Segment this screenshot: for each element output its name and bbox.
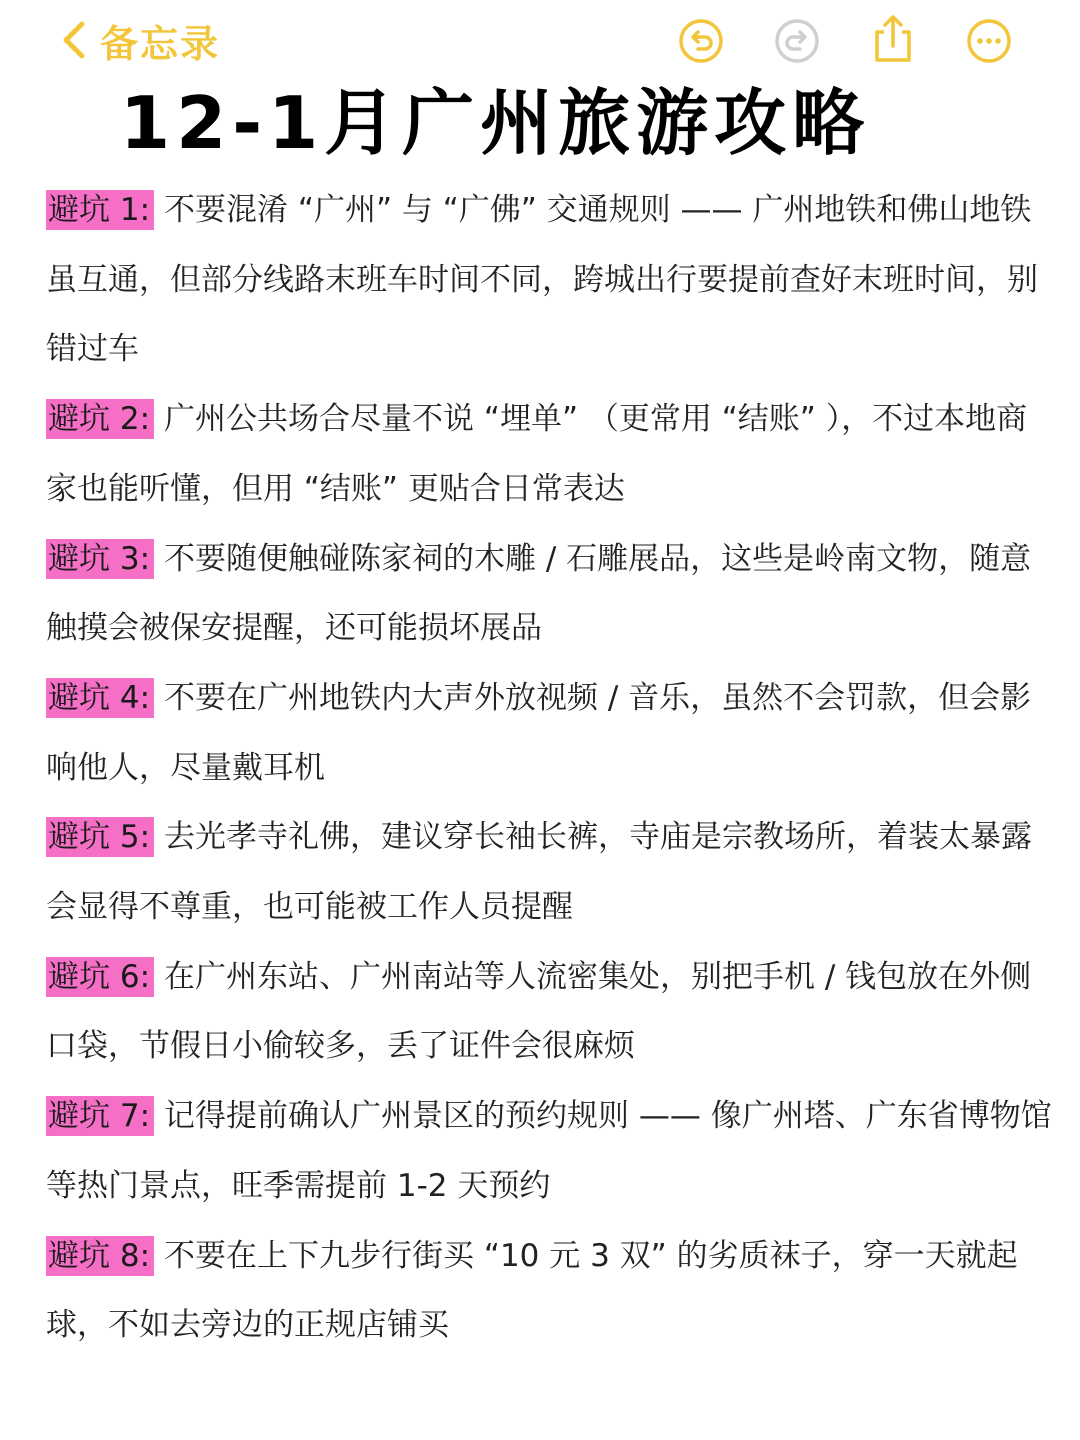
- tip-tag: 避坑 6:: [46, 957, 154, 997]
- tip-text: 去光孝寺礼佛，建议穿长袖长裤，寺庙是宗教场所，着装太暴露会显得不尊重，也可能被工作人员提醒: [46, 819, 1033, 926]
- tip-tag: 避坑 7:: [46, 1096, 154, 1136]
- more-icon[interactable]: [966, 18, 1012, 64]
- share-icon[interactable]: [870, 14, 916, 60]
- tip-item: [46, 803, 1052, 942]
- tip-tag: 避坑 5:: [46, 817, 154, 857]
- tip-text: 不要混淆 “广州” 与 “广佛” 交通规则 —— 广州地铁和佛山地铁虽互通，但部分线路末班车时间不同，跨城出行要提前查好末班时间，别错过车: [46, 192, 1038, 368]
- tip-item: [46, 525, 1052, 664]
- tip-item: [46, 1082, 1052, 1221]
- nav-bar: [0, 0, 1080, 84]
- tip-tag: 避坑 4:: [46, 678, 154, 718]
- tip-text: 在广州东站、广州南站等人流密集处，别把手机 / 钱包放在外侧口袋，节假日小偷较多，丢了证件会很麻烦: [46, 958, 1032, 1065]
- tip-tag: 避坑 8:: [46, 1236, 154, 1276]
- note-body[interactable]: [46, 176, 1052, 1361]
- tip-tag: 避坑 2:: [46, 399, 154, 439]
- tip-item: [46, 176, 1052, 385]
- tip-text: 不要在广州地铁内大声外放视频 / 音乐，虽然不会罚款，但会影响他人，尽量戴耳机: [46, 679, 1032, 786]
- tip-item: [46, 1222, 1052, 1361]
- back-button[interactable]: [62, 14, 220, 66]
- chevron-left-icon: [62, 20, 86, 60]
- tip-text: 广州公共场合尽量不说 “埋单” （更常用 “结账” ），不过本地商家也能听懂，但用 “结账” 更贴合日常表达: [46, 401, 1028, 507]
- tip-text: 记得提前确认广州景区的预约规则 —— 像广州塔、广东省博物馆等热门景点，旺季需提前 1-2 天预约: [46, 1098, 1052, 1204]
- tip-text: 不要在上下九步行街买 “10 元 3 双” 的劣质袜子，穿一天就起球，不如去旁边的正规店铺买: [46, 1237, 1018, 1344]
- undo-icon[interactable]: [678, 18, 724, 64]
- tip-item: [46, 385, 1052, 524]
- tip-item: [46, 943, 1052, 1082]
- redo-icon[interactable]: [774, 18, 820, 64]
- tip-tag: 避坑 3:: [46, 539, 154, 579]
- tip-item: [46, 664, 1052, 803]
- tip-tag: 避坑 1:: [46, 190, 154, 230]
- note-title: 12-1月广州旅游攻略: [120, 81, 871, 165]
- back-label: 备忘录: [100, 21, 221, 66]
- tip-text: 不要随便触碰陈家祠的木雕 / 石雕展品，这些是岭南文物，随意触摸会被保安提醒，还可能损坏展品: [46, 540, 1032, 647]
